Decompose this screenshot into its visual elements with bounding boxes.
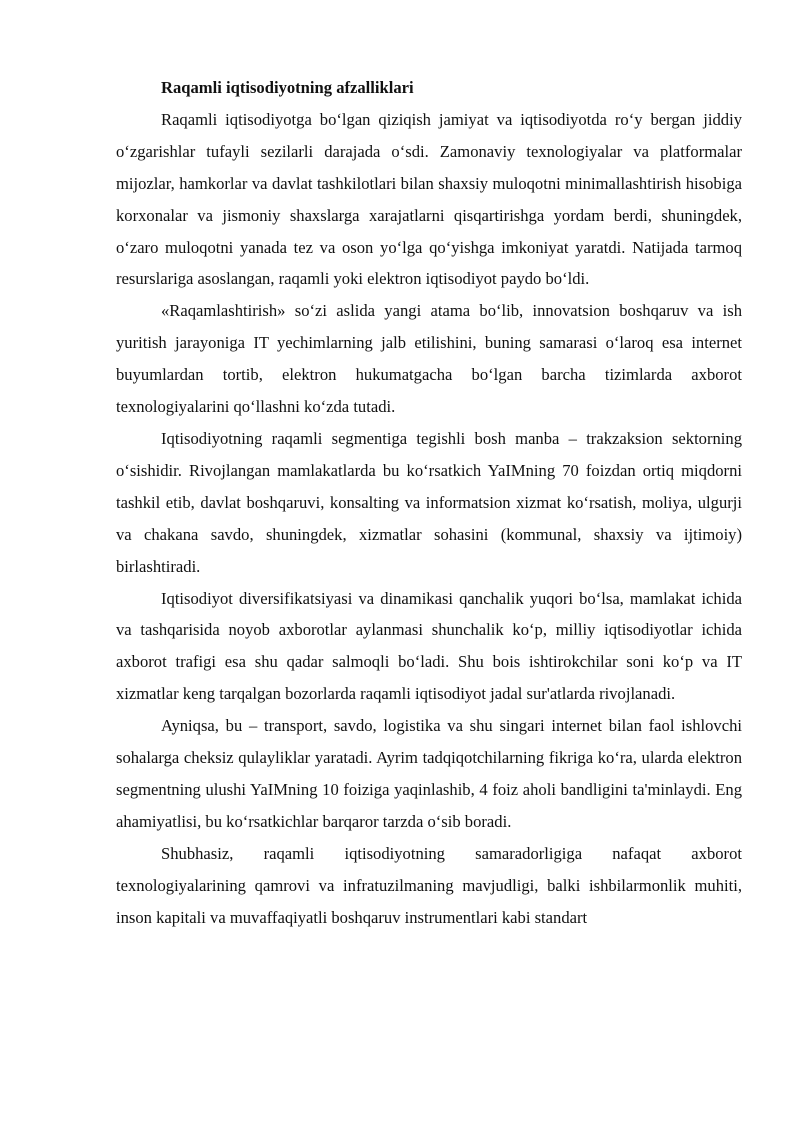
section-heading: Raqamli iqtisodiyotning afzalliklari xyxy=(161,78,414,97)
paragraph-1: Raqamli iqtisodiyotga bo‘lgan qiziqish jamiyat va iqtisodiyotda ro‘y bergan jiddiy o‘zgarishlar tufayli sezilarli darajada o‘sdi. Zamonaviy texnologiyalar va platformalar mijozlar, hamkorlar va davlat tashkilotlari bilan shaxsiy muloqotni minimallashtirish hisobiga korxonalar va jismoniy shaxslarga xarajatlarni qisqartirishga yordam berdi, shuningdek, o‘zaro muloqotni yanada tez va oson yo‘lga qo‘yishga imkoniyat yaratdi. Natijada tarmoq resurslariga asoslangan, raqamli yoki elektron iqtisodiyot paydo bo‘ldi. xyxy=(116,109,742,289)
paragraph-4: Iqtisodiyot diversifikatsiyasi va dinamikasi qanchalik yuqori bo‘lsa, mamlakat ichida va tashqarisida noyob axborotlar aylanmasi shunchalik ko‘p, milliy iqtisodiyotlar ichida axborot trafigi esa shu qadar salmoqli bo‘ladi. Shu bois ishtirokchilar soni ko‘p va IT xizmatlar keng tarqalgan bozorlarda raqamli iqtisodiyot jadal sur'atlarda rivojlanadi. xyxy=(116,588,742,704)
document-body xyxy=(116,72,742,933)
paragraph-2: «Raqamlashtirish» so‘zi aslida yangi atama bo‘lib, innovatsion boshqaruv va ish yuritish jarayoniga IT yechimlarning jalb etilishini, buning samarasi o‘laroq esa internet buyumlardan tortib, elektron hukumatgacha bo‘lgan barcha tizimlarda axborot texnologiyalarini qo‘llashni ko‘zda tutadi. xyxy=(116,301,742,417)
paragraph-3: Iqtisodiyotning raqamli segmentiga tegishli bosh manba – trakzaksion sektorning o‘sishidir. Rivojlangan mamlakatlarda bu ko‘rsatkich YaIMning 70 foizdan ortiq miqdorni tashkil etib, davlat boshqaruvi, konsalting va informatsion xizmat ko‘rsatish, moliya, ulgurji va chakana savdo, shuningdek, xizmatlar sohasini (kommunal, shaxsiy va ijtimoiy) birlashtiradi. xyxy=(116,428,742,576)
paragraph-6: Shubhasiz, raqamli iqtisodiyotning samaradorligiga nafaqat axborot texnologiyalarining qamrovi va infratuzilmaning mavjudligi, balki ishbilarmonlik muhiti, inson kapitali va muvaffaqiyatli boshqaruv instrumentlari kabi standart xyxy=(116,843,742,927)
paragraph-5: Ayniqsa, bu – transport, savdo, logistika va shu singari internet bilan faol ishlovchi sohalarga cheksiz qulayliklar yaratadi. Ayrim tadqiqotchilarning fikriga ko‘ra, ularda elektron segmentning ulushi YaIMning 10 foiziga yaqinlashib, 4 foiz aholi bandligini ta'minlaydi. Eng ahamiyatlisi, bu ko‘rsatkichlar barqaror tarzda o‘sib boradi. xyxy=(116,716,742,831)
